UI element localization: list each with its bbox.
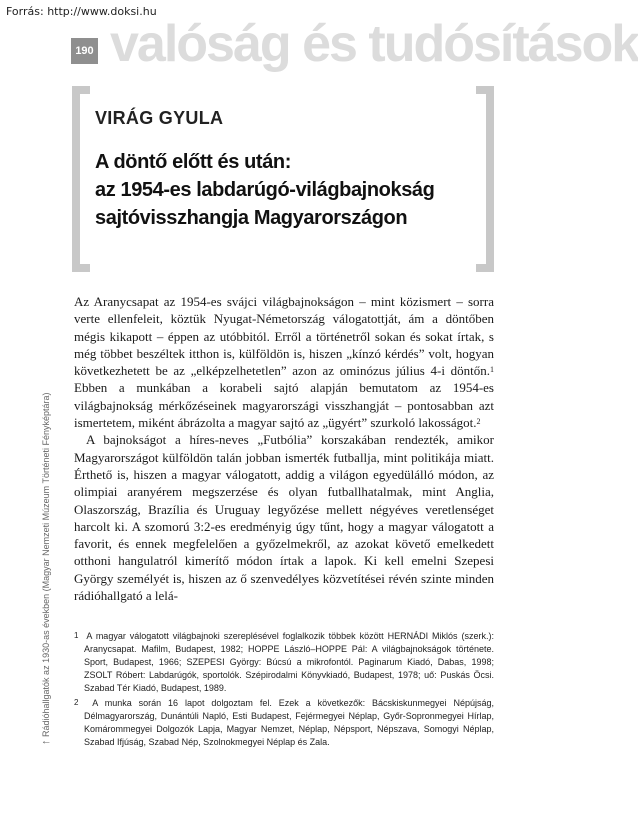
arrow-up-icon: ↑ bbox=[40, 739, 52, 745]
article-title bbox=[95, 148, 475, 232]
footnote bbox=[74, 697, 494, 749]
footnote-text: A munka során 16 lapot dolgoztam fel. Ezek a következők: Bácskiskunmegyei Népújság, Délmagyarország, Dunántúli Napló, Esti Budapest, Fejérmegyei Néplap, Győr-Sopronmegyei Hírlap, Komárommegyei Dolgozók Lapja, Magyar Nemzet, Néplap, Népsport, Népszava, Somogyi Néplap, Szabad Ifjúság, Szabad Nép, Szolnokmegyei Néplap és Zala. bbox=[84, 698, 494, 747]
footnote-text: A magyar válogatott világbajnoki szereplésével foglalkozik többek között HERNÁDI Miklós (szerk.): Aranycsapat. Mafilm, Budapest, 1982; HOPPE László–HOPPE Pál: A világbajnokságok története. Sport, Budapest, 1966; SZEPESI György: Búcsú a mikrofontól. Paginarum Kiadó, Dabas, 1998; ZSOLT Róbert: Labdarúgók, sportolók. Szépirodalmi Könyvkiadó, Budapest, 1978; uő: Puskás Öcsi. Szabad Tér Kiadó, Budapest, 1989. bbox=[84, 631, 494, 693]
photo-caption bbox=[40, 392, 52, 745]
paragraph-text: Ebben a munkában a korabeli sajtó alapján bemutatom az 1954-es világbajnokság mérkőzéseinek magyarországi visszhangját – pontosabban azt ismertetem, miként ábrázolta a magyar sajtó az „ügyért” szurkoló lakosságot. bbox=[74, 380, 494, 431]
title-line: A döntő előtt és után: bbox=[95, 151, 291, 173]
title-line: az 1954-es labdarúgó-világbajnokság bbox=[95, 179, 435, 201]
source-line: Forrás: http://www.doksi.hu bbox=[6, 5, 157, 18]
title-line: sajtóvisszhangja Magyarországon bbox=[95, 207, 408, 229]
footnote-number: 1 bbox=[74, 631, 79, 640]
article-body bbox=[74, 293, 494, 604]
footnote-ref[interactable]: 2 bbox=[476, 417, 481, 427]
page-number: 190 bbox=[71, 38, 98, 64]
left-bracket bbox=[72, 86, 90, 272]
paragraph bbox=[74, 431, 494, 604]
paragraph-text: A bajnokságot a híres-neves „Futbólia” korszakában rendezték, amikor Magyarországot külföldön talán jobban ismerték futballja, mint politikája miatt. Érthető is, hiszen a magyar válogatott, addig a világon egyedülálló módon, az olimpiai aranyérem megszerzése és olyan futballhatalmak, mint Anglia, Olaszország, Brazília és Uruguay legyőzése mellett négyéves veretlenséget harcolt ki. A szomorú 3:2-es eredményig úgy tűnt, hogy a magyar válogatott a favorit, és ennek megfelelően a győzelmekről, az azokat követő emelkedett otthoni hangulatról kimerítő módon írtak a lapok. Ki kell emelni Szepesi György személyét is, hiszen az ő szenvedélyes közvetítései révén szinte minden rádióhallgató a lelá- bbox=[74, 432, 494, 604]
footnote bbox=[74, 630, 494, 695]
section-title: valóság és tudósítások bbox=[110, 15, 638, 73]
paragraph-text: Az Aranycsapat az 1954-es svájci világbajnokságon – mint közismert – sorra verte ellenfeleit, köztük Nyugat-Németország válogatottját, ám a döntőben mégis kikapott – éppen az utóbbitól. Erről a történetről sokan és sokat írtak, s még többet beszéltek itthon is, külföldön is, hiszen „kínzó kérdés” volt, hogyan következhetett be az „elképzelhetetlen” azon az ominózus július 4-i döntőn. bbox=[74, 294, 494, 379]
footnote-ref[interactable]: 1 bbox=[490, 365, 494, 375]
paragraph bbox=[74, 293, 494, 431]
footnote-number: 2 bbox=[74, 698, 79, 707]
author-name: VIRÁG GYULA bbox=[95, 108, 224, 128]
right-bracket bbox=[476, 86, 494, 272]
photo-caption-text: Rádióhallgatók az 1930-as években (Magyar Nemzeti Múzeum Történeti Fényképtára) bbox=[41, 392, 51, 737]
footnotes bbox=[74, 630, 494, 751]
